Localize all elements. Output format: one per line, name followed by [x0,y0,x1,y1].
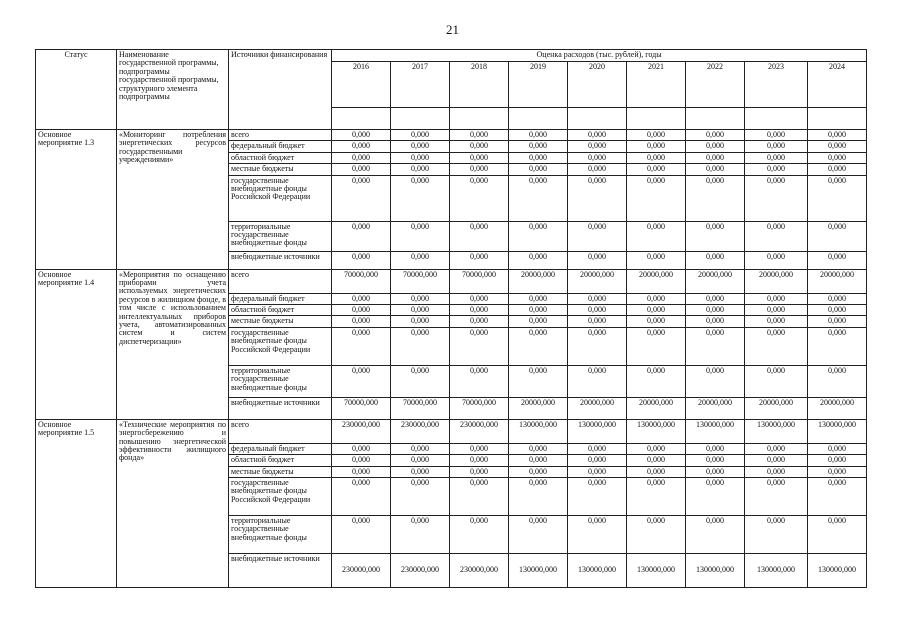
value-cell: 0,000 [450,164,509,175]
year-header: 2024 [808,62,867,108]
header-spacer-cell [509,108,568,130]
value-cell: 70000,000 [332,397,391,419]
header-spacer-cell [568,108,627,130]
source-label: областной бюджет [229,455,332,466]
value-cell: 0,000 [568,365,627,397]
value-cell: 0,000 [686,221,745,251]
header-spacer-cell [332,108,391,130]
value-cell: 0,000 [686,293,745,304]
value-cell: 0,000 [627,221,686,251]
value-cell: 0,000 [450,365,509,397]
value-cell: 0,000 [686,466,745,477]
value-cell: 0,000 [686,455,745,466]
source-label: федеральный бюджет [229,141,332,152]
value-cell: 20000,000 [509,397,568,419]
value-cell: 0,000 [627,175,686,221]
source-label: территориальные государственные внебюджетные фонды [229,515,332,553]
year-header: 2021 [627,62,686,108]
value-cell: 0,000 [568,152,627,163]
value-cell: 0,000 [808,466,867,477]
value-cell: 0,000 [332,466,391,477]
value-cell: 0,000 [391,327,450,365]
value-cell: 0,000 [391,455,450,466]
value-cell: 0,000 [332,455,391,466]
value-cell: 0,000 [745,304,808,315]
value-cell: 0,000 [745,466,808,477]
table-row [36,130,867,141]
header-spacer-cell [745,108,808,130]
value-cell: 0,000 [332,221,391,251]
value-cell: 0,000 [686,175,745,221]
value-cell: 0,000 [808,327,867,365]
value-cell: 230000,000 [332,553,391,587]
value-cell: 0,000 [686,327,745,365]
value-cell: 0,000 [808,221,867,251]
value-cell: 230000,000 [391,553,450,587]
value-cell: 0,000 [450,515,509,553]
value-cell: 0,000 [808,130,867,141]
value-cell: 20000,000 [686,269,745,293]
source-label: государственные внебюджетные фонды Российской Федерации [229,327,332,365]
source-label: внебюджетные источники [229,251,332,269]
value-cell: 0,000 [745,221,808,251]
value-cell: 20000,000 [808,397,867,419]
value-cell: 130000,000 [627,419,686,443]
value-cell: 70000,000 [332,269,391,293]
value-cell: 0,000 [391,141,450,152]
value-cell: 0,000 [332,443,391,454]
value-cell: 0,000 [686,304,745,315]
value-cell: 0,000 [686,365,745,397]
value-cell: 0,000 [686,515,745,553]
value-cell: 0,000 [627,365,686,397]
value-cell: 0,000 [568,443,627,454]
value-cell: 20000,000 [745,269,808,293]
value-cell: 0,000 [627,443,686,454]
value-cell: 0,000 [450,221,509,251]
value-cell: 0,000 [509,515,568,553]
value-cell: 0,000 [627,515,686,553]
value-cell: 0,000 [450,304,509,315]
value-cell: 0,000 [332,365,391,397]
value-cell: 0,000 [450,466,509,477]
value-cell: 0,000 [745,365,808,397]
value-cell: 0,000 [332,327,391,365]
value-cell: 0,000 [450,316,509,327]
header-sources: Источники финансирования [229,50,332,130]
value-cell: 0,000 [627,164,686,175]
value-cell: 0,000 [686,152,745,163]
value-cell: 0,000 [808,141,867,152]
value-cell: 0,000 [568,304,627,315]
value-cell: 0,000 [450,130,509,141]
value-cell: 0,000 [627,477,686,515]
value-cell: 130000,000 [568,553,627,587]
header-estimate: Оценка расходов (тыс. рублей), годы [332,50,867,62]
value-cell: 0,000 [627,316,686,327]
value-cell: 130000,000 [686,419,745,443]
measure-name: «Технические мероприятия по энергосбережению и повышению энергетической эффективности жилищного фонда» [117,419,229,587]
value-cell: 0,000 [391,365,450,397]
value-cell: 130000,000 [509,419,568,443]
value-cell: 0,000 [332,251,391,269]
value-cell: 0,000 [391,515,450,553]
value-cell: 0,000 [332,175,391,221]
value-cell: 0,000 [509,130,568,141]
value-cell: 230000,000 [391,419,450,443]
value-cell: 20000,000 [509,269,568,293]
value-cell: 0,000 [745,175,808,221]
value-cell: 20000,000 [745,397,808,419]
value-cell: 0,000 [391,443,450,454]
value-cell: 0,000 [332,141,391,152]
source-label: всего [229,130,332,141]
value-cell: 0,000 [627,455,686,466]
source-label: областной бюджет [229,304,332,315]
value-cell: 0,000 [509,141,568,152]
budget-table [35,49,867,588]
value-cell: 0,000 [568,130,627,141]
value-cell: 130000,000 [808,553,867,587]
header-status: Статус [36,50,117,130]
value-cell: 0,000 [568,515,627,553]
value-cell: 130000,000 [568,419,627,443]
header-spacer-cell [391,108,450,130]
value-cell: 130000,000 [686,553,745,587]
measure-name: «Мероприятия по оснащению приборами учета используемых энергетических ресурсов в жилищном фонде, в том числе с использованием интеллектуальных приборов учета, автоматизированных систем и систем диспетчеризации» [117,269,229,419]
value-cell: 0,000 [568,164,627,175]
value-cell: 230000,000 [450,419,509,443]
value-cell: 20000,000 [627,269,686,293]
value-cell: 0,000 [808,316,867,327]
value-cell: 0,000 [391,477,450,515]
value-cell: 0,000 [808,304,867,315]
value-cell: 0,000 [627,327,686,365]
measure-name: «Мониторинг потребления энергетических ресурсов государственными учреждениями» [117,130,229,270]
value-cell: 0,000 [391,466,450,477]
value-cell: 70000,000 [391,269,450,293]
value-cell: 0,000 [568,327,627,365]
value-cell: 0,000 [745,293,808,304]
value-cell: 0,000 [332,515,391,553]
value-cell: 0,000 [745,152,808,163]
source-label: областной бюджет [229,152,332,163]
value-cell: 0,000 [450,455,509,466]
value-cell: 0,000 [686,141,745,152]
value-cell: 0,000 [391,175,450,221]
value-cell: 0,000 [509,443,568,454]
value-cell: 0,000 [686,130,745,141]
value-cell: 230000,000 [450,553,509,587]
value-cell: 0,000 [391,316,450,327]
value-cell: 0,000 [450,293,509,304]
measure-status: Основное мероприятие 1.3 [36,130,117,270]
source-label: территориальные государственные внебюджетные фонды [229,221,332,251]
value-cell: 0,000 [450,327,509,365]
table-row [36,269,867,293]
value-cell: 0,000 [745,515,808,553]
value-cell: 0,000 [686,477,745,515]
value-cell: 0,000 [627,141,686,152]
source-label: федеральный бюджет [229,443,332,454]
value-cell: 0,000 [568,141,627,152]
value-cell: 0,000 [808,175,867,221]
value-cell: 0,000 [332,293,391,304]
value-cell: 0,000 [686,316,745,327]
value-cell: 0,000 [627,293,686,304]
value-cell: 0,000 [450,443,509,454]
value-cell: 0,000 [391,293,450,304]
value-cell: 20000,000 [627,397,686,419]
value-cell: 0,000 [568,466,627,477]
value-cell: 230000,000 [332,419,391,443]
value-cell: 0,000 [627,152,686,163]
value-cell: 0,000 [450,152,509,163]
value-cell: 70000,000 [450,269,509,293]
value-cell: 0,000 [808,443,867,454]
value-cell: 0,000 [509,221,568,251]
value-cell: 0,000 [745,316,808,327]
page-number: 21 [446,22,459,37]
value-cell: 0,000 [450,477,509,515]
value-cell: 130000,000 [808,419,867,443]
value-cell: 0,000 [568,251,627,269]
year-header: 2022 [686,62,745,108]
source-label: внебюджетные источники [229,397,332,419]
value-cell: 0,000 [391,164,450,175]
value-cell: 0,000 [391,251,450,269]
value-cell: 0,000 [332,130,391,141]
value-cell: 0,000 [509,175,568,221]
year-header: 2020 [568,62,627,108]
value-cell: 20000,000 [568,397,627,419]
value-cell: 130000,000 [627,553,686,587]
year-header: 2019 [509,62,568,108]
value-cell: 0,000 [568,316,627,327]
value-cell: 0,000 [332,304,391,315]
table-row [36,419,867,443]
value-cell: 0,000 [391,130,450,141]
value-cell: 0,000 [391,221,450,251]
year-header: 2017 [391,62,450,108]
year-header: 2023 [745,62,808,108]
value-cell: 20000,000 [808,269,867,293]
source-label: государственные внебюджетные фонды Российской Федерации [229,477,332,515]
value-cell: 0,000 [808,164,867,175]
source-label: федеральный бюджет [229,293,332,304]
value-cell: 0,000 [808,455,867,466]
value-cell: 0,000 [745,443,808,454]
value-cell: 0,000 [509,164,568,175]
value-cell: 0,000 [627,251,686,269]
value-cell: 0,000 [808,251,867,269]
value-cell: 0,000 [627,304,686,315]
source-label: внебюджетные источники [229,553,332,587]
source-label: государственные внебюджетные фонды Российской Федерации [229,175,332,221]
value-cell: 0,000 [450,175,509,221]
value-cell: 0,000 [509,477,568,515]
header-spacer-cell [450,108,509,130]
value-cell: 0,000 [686,164,745,175]
value-cell: 0,000 [391,304,450,315]
value-cell: 0,000 [808,293,867,304]
value-cell: 0,000 [745,130,808,141]
value-cell: 0,000 [509,316,568,327]
value-cell: 0,000 [509,152,568,163]
value-cell: 0,000 [568,293,627,304]
value-cell: 0,000 [568,175,627,221]
value-cell: 0,000 [808,477,867,515]
year-header: 2018 [450,62,509,108]
value-cell: 0,000 [745,141,808,152]
value-cell: 0,000 [745,164,808,175]
value-cell: 130000,000 [745,553,808,587]
value-cell: 0,000 [686,443,745,454]
value-cell: 0,000 [509,455,568,466]
value-cell: 0,000 [627,130,686,141]
value-cell: 130000,000 [509,553,568,587]
measure-status: Основное мероприятие 1.5 [36,419,117,587]
value-cell: 0,000 [509,304,568,315]
value-cell: 0,000 [509,466,568,477]
header-spacer-cell [627,108,686,130]
value-cell: 0,000 [332,316,391,327]
value-cell: 0,000 [808,515,867,553]
source-label: местные бюджеты [229,466,332,477]
value-cell: 0,000 [450,141,509,152]
value-cell: 0,000 [808,152,867,163]
value-cell: 0,000 [332,477,391,515]
header-spacer-cell [686,108,745,130]
value-cell: 20000,000 [568,269,627,293]
value-cell: 0,000 [568,477,627,515]
value-cell: 70000,000 [450,397,509,419]
source-label: местные бюджеты [229,164,332,175]
value-cell: 0,000 [391,152,450,163]
value-cell: 0,000 [745,477,808,515]
value-cell: 0,000 [568,221,627,251]
value-cell: 0,000 [568,455,627,466]
header-spacer-cell [808,108,867,130]
value-cell: 20000,000 [686,397,745,419]
value-cell: 0,000 [745,327,808,365]
value-cell: 0,000 [509,293,568,304]
value-cell: 0,000 [509,327,568,365]
value-cell: 0,000 [509,365,568,397]
measure-status: Основное мероприятие 1.4 [36,269,117,419]
value-cell: 0,000 [808,365,867,397]
source-label: территориальные государственные внебюджетные фонды [229,365,332,397]
value-cell: 0,000 [745,455,808,466]
value-cell: 130000,000 [745,419,808,443]
value-cell: 0,000 [509,251,568,269]
header-name: Наименование государственной программы, подпрограммы государственной программы, структурного элемента подпрограммы [117,50,229,130]
value-cell: 0,000 [745,251,808,269]
value-cell: 0,000 [332,152,391,163]
year-header: 2016 [332,62,391,108]
source-label: всего [229,269,332,293]
value-cell: 0,000 [686,251,745,269]
source-label: всего [229,419,332,443]
value-cell: 0,000 [332,164,391,175]
value-cell: 0,000 [450,251,509,269]
value-cell: 70000,000 [391,397,450,419]
value-cell: 0,000 [627,466,686,477]
source-label: местные бюджеты [229,316,332,327]
